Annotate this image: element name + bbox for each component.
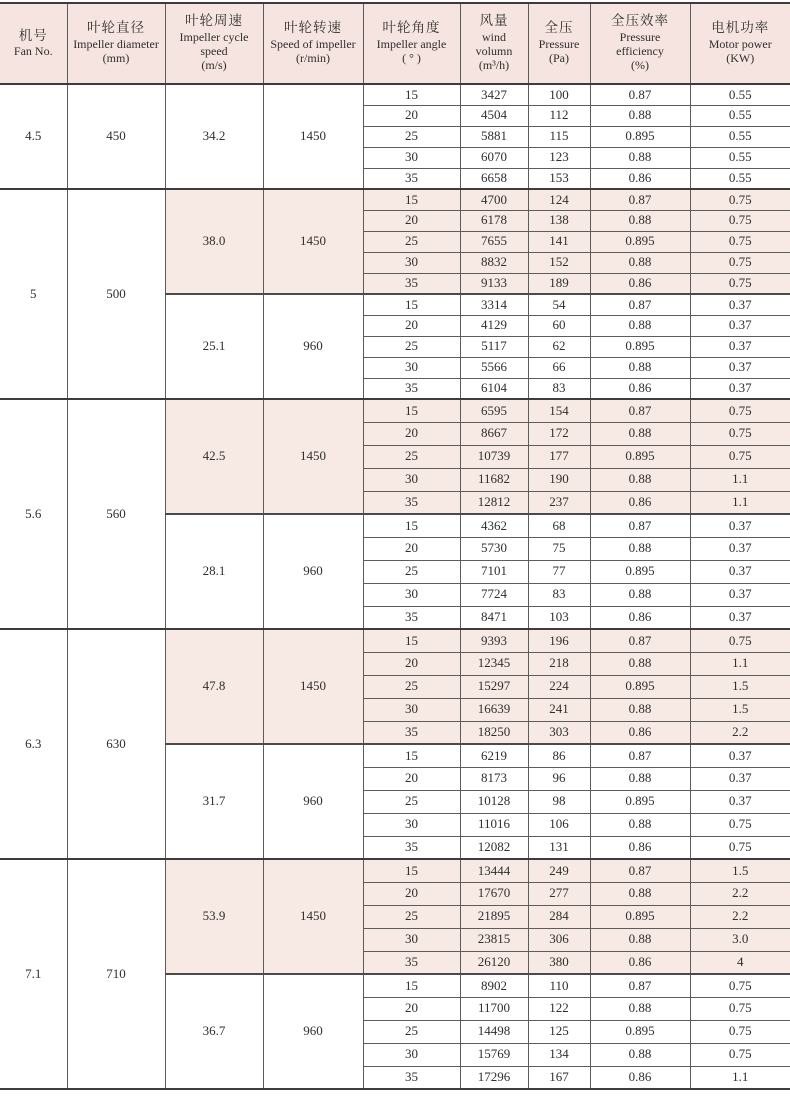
- angle-cell: 20: [363, 315, 460, 336]
- efficiency-cell: 0.86: [590, 721, 690, 744]
- wind-volume-cell: 4129: [460, 315, 528, 336]
- angle-cell: 30: [363, 468, 460, 491]
- motor-power-cell: 1.5: [690, 698, 790, 721]
- wind-volume-cell: 15297: [460, 675, 528, 698]
- motor-power-cell: 0.75: [690, 189, 790, 210]
- pressure-cell: 77: [528, 560, 590, 583]
- wind-volume-cell: 10128: [460, 790, 528, 813]
- efficiency-cell: 0.895: [590, 126, 690, 147]
- wind-volume-cell: 17670: [460, 882, 528, 905]
- angle-cell: 15: [363, 294, 460, 315]
- efficiency-cell: 0.88: [590, 813, 690, 836]
- efficiency-cell: 0.895: [590, 445, 690, 468]
- wind-volume-cell: 17296: [460, 1066, 528, 1089]
- wind-volume-cell: 8832: [460, 252, 528, 273]
- pressure-cell: 380: [528, 951, 590, 974]
- column-header-5: [363, 3, 460, 84]
- fan-no-cell: 5: [0, 189, 67, 399]
- angle-cell: 30: [363, 252, 460, 273]
- spec-row: [0, 84, 790, 105]
- wind-volume-cell: 5730: [460, 537, 528, 560]
- cycle-speed-cell: 38.0: [165, 189, 263, 294]
- efficiency-cell: 0.86: [590, 836, 690, 859]
- angle-cell: 35: [363, 168, 460, 189]
- header-en-label: Motor power: [708, 37, 772, 52]
- spec-table-body: [0, 84, 790, 1089]
- pressure-cell: 123: [528, 147, 590, 168]
- pressure-cell: 241: [528, 698, 590, 721]
- motor-power-cell: 1.1: [690, 1066, 790, 1089]
- angle-cell: 15: [363, 189, 460, 210]
- motor-power-cell: 2.2: [690, 721, 790, 744]
- cycle-speed-cell: 25.1: [165, 294, 263, 399]
- wind-volume-cell: 4504: [460, 105, 528, 126]
- motor-power-cell: 0.37: [690, 336, 790, 357]
- header-en-label: Impeller diameter: [73, 37, 159, 52]
- motor-power-cell: 1.1: [690, 491, 790, 514]
- angle-cell: 15: [363, 629, 460, 652]
- pressure-cell: 134: [528, 1043, 590, 1066]
- motor-power-cell: 0.75: [690, 1020, 790, 1043]
- angle-cell: 35: [363, 721, 460, 744]
- motor-power-cell: 0.37: [690, 294, 790, 315]
- rpm-cell: 960: [263, 514, 363, 629]
- pressure-cell: 237: [528, 491, 590, 514]
- pressure-cell: 86: [528, 744, 590, 767]
- pressure-cell: 100: [528, 84, 590, 105]
- motor-power-cell: 0.37: [690, 744, 790, 767]
- efficiency-cell: 0.88: [590, 210, 690, 231]
- wind-volume-cell: 7101: [460, 560, 528, 583]
- motor-power-cell: 0.75: [690, 997, 790, 1020]
- header-en-label: Impeller cycle speed: [179, 30, 249, 59]
- efficiency-cell: 0.88: [590, 997, 690, 1020]
- efficiency-cell: 0.87: [590, 514, 690, 537]
- pressure-cell: 153: [528, 168, 590, 189]
- angle-cell: 25: [363, 445, 460, 468]
- column-header-2: [67, 3, 165, 84]
- angle-cell: 20: [363, 210, 460, 231]
- efficiency-cell: 0.88: [590, 315, 690, 336]
- fan-no-cell: 5.6: [0, 399, 67, 629]
- pressure-cell: 68: [528, 514, 590, 537]
- efficiency-cell: 0.87: [590, 629, 690, 652]
- angle-cell: 25: [363, 905, 460, 928]
- wind-volume-cell: 4700: [460, 189, 528, 210]
- efficiency-cell: 0.88: [590, 252, 690, 273]
- header-zh-label: 机号: [18, 27, 48, 43]
- spec-row: [0, 629, 790, 652]
- pressure-cell: 62: [528, 336, 590, 357]
- pressure-cell: 110: [528, 974, 590, 997]
- pressure-cell: 115: [528, 126, 590, 147]
- cycle-speed-cell: 53.9: [165, 859, 263, 974]
- pressure-cell: 177: [528, 445, 590, 468]
- wind-volume-cell: 11682: [460, 468, 528, 491]
- motor-power-cell: 0.55: [690, 147, 790, 168]
- wind-volume-cell: 18250: [460, 721, 528, 744]
- header-zh-label: 叶轮周速: [185, 13, 243, 29]
- header-row: [0, 3, 790, 84]
- motor-power-cell: 0.75: [690, 273, 790, 294]
- cycle-speed-cell: 34.2: [165, 84, 263, 189]
- pressure-cell: 122: [528, 997, 590, 1020]
- wind-volume-cell: 8667: [460, 422, 528, 445]
- wind-volume-cell: 6070: [460, 147, 528, 168]
- wind-volume-cell: 8471: [460, 606, 528, 629]
- angle-cell: 30: [363, 357, 460, 378]
- angle-cell: 35: [363, 951, 460, 974]
- motor-power-cell: 0.75: [690, 445, 790, 468]
- header-zh-label: 叶轮直径: [87, 20, 145, 36]
- pressure-cell: 172: [528, 422, 590, 445]
- pressure-cell: 284: [528, 905, 590, 928]
- motor-power-cell: 0.37: [690, 767, 790, 790]
- angle-cell: 15: [363, 399, 460, 422]
- angle-cell: 20: [363, 997, 460, 1020]
- wind-volume-cell: 6178: [460, 210, 528, 231]
- efficiency-cell: 0.88: [590, 422, 690, 445]
- header-unit-label: (mm): [102, 51, 130, 66]
- header-zh-label: 叶轮转速: [284, 20, 342, 36]
- pressure-cell: 83: [528, 583, 590, 606]
- motor-power-cell: 1.1: [690, 652, 790, 675]
- wind-volume-cell: 5566: [460, 357, 528, 378]
- angle-cell: 30: [363, 813, 460, 836]
- angle-cell: 20: [363, 767, 460, 790]
- diameter-cell: 450: [67, 84, 165, 189]
- header-unit-label: (Pa): [549, 51, 569, 66]
- wind-volume-cell: 12082: [460, 836, 528, 859]
- wind-volume-cell: 10739: [460, 445, 528, 468]
- wind-volume-cell: 14498: [460, 1020, 528, 1043]
- wind-volume-cell: 9393: [460, 629, 528, 652]
- angle-cell: 15: [363, 744, 460, 767]
- header-zh-label: 全压效率: [611, 13, 669, 29]
- angle-cell: 30: [363, 698, 460, 721]
- efficiency-cell: 0.88: [590, 1043, 690, 1066]
- motor-power-cell: 1.5: [690, 859, 790, 882]
- diameter-cell: 710: [67, 859, 165, 1089]
- pressure-cell: 189: [528, 273, 590, 294]
- angle-cell: 20: [363, 882, 460, 905]
- wind-volume-cell: 4362: [460, 514, 528, 537]
- efficiency-cell: 0.88: [590, 105, 690, 126]
- motor-power-cell: 0.37: [690, 606, 790, 629]
- angle-cell: 15: [363, 514, 460, 537]
- motor-power-cell: 0.37: [690, 315, 790, 336]
- efficiency-cell: 0.895: [590, 1020, 690, 1043]
- motor-power-cell: 0.37: [690, 514, 790, 537]
- header-zh-label: 风量: [479, 13, 509, 29]
- efficiency-cell: 0.86: [590, 606, 690, 629]
- efficiency-cell: 0.88: [590, 928, 690, 951]
- motor-power-cell: 0.55: [690, 105, 790, 126]
- pressure-cell: 66: [528, 357, 590, 378]
- column-header-4: [263, 3, 363, 84]
- wind-volume-cell: 7655: [460, 231, 528, 252]
- pressure-cell: 196: [528, 629, 590, 652]
- header-zh-label: 电机功率: [711, 20, 770, 36]
- pressure-cell: 60: [528, 315, 590, 336]
- wind-volume-cell: 12345: [460, 652, 528, 675]
- wind-volume-cell: 5117: [460, 336, 528, 357]
- efficiency-cell: 0.87: [590, 974, 690, 997]
- efficiency-cell: 0.88: [590, 537, 690, 560]
- motor-power-cell: 0.75: [690, 252, 790, 273]
- spec-row: [0, 399, 790, 422]
- rpm-cell: 1450: [263, 399, 363, 514]
- wind-volume-cell: 8902: [460, 974, 528, 997]
- pressure-cell: 124: [528, 189, 590, 210]
- motor-power-cell: 0.75: [690, 974, 790, 997]
- header-unit-label: (m³/h): [478, 58, 510, 73]
- wind-volume-cell: 5881: [460, 126, 528, 147]
- header-en-label: Fan No.: [13, 44, 53, 59]
- motor-power-cell: 0.75: [690, 422, 790, 445]
- column-header-6: [460, 3, 528, 84]
- efficiency-cell: 0.88: [590, 468, 690, 491]
- motor-power-cell: 0.37: [690, 537, 790, 560]
- wind-volume-cell: 12812: [460, 491, 528, 514]
- efficiency-cell: 0.86: [590, 491, 690, 514]
- angle-cell: 30: [363, 583, 460, 606]
- pressure-cell: 249: [528, 859, 590, 882]
- pressure-cell: 303: [528, 721, 590, 744]
- header-en-label: Pressure efficiency: [616, 30, 664, 59]
- header-unit-label: (r/min): [296, 51, 330, 66]
- efficiency-cell: 0.895: [590, 231, 690, 252]
- efficiency-cell: 0.88: [590, 583, 690, 606]
- angle-cell: 20: [363, 105, 460, 126]
- pressure-cell: 131: [528, 836, 590, 859]
- rpm-cell: 960: [263, 744, 363, 859]
- angle-cell: 30: [363, 928, 460, 951]
- motor-power-cell: 0.37: [690, 378, 790, 399]
- rpm-cell: 1450: [263, 629, 363, 744]
- angle-cell: 25: [363, 560, 460, 583]
- pressure-cell: 138: [528, 210, 590, 231]
- cycle-speed-cell: 47.8: [165, 629, 263, 744]
- efficiency-cell: 0.895: [590, 790, 690, 813]
- motor-power-cell: 0.75: [690, 836, 790, 859]
- spec-row: [0, 859, 790, 882]
- rpm-cell: 960: [263, 294, 363, 399]
- efficiency-cell: 0.88: [590, 767, 690, 790]
- header-en-label: Speed of impeller: [270, 37, 356, 52]
- efficiency-cell: 0.87: [590, 399, 690, 422]
- motor-power-cell: 0.37: [690, 790, 790, 813]
- header-unit-label: (m/s): [201, 58, 227, 73]
- motor-power-cell: 0.55: [690, 126, 790, 147]
- motor-power-cell: 0.37: [690, 560, 790, 583]
- wind-volume-cell: 13444: [460, 859, 528, 882]
- pressure-cell: 125: [528, 1020, 590, 1043]
- wind-volume-cell: 23815: [460, 928, 528, 951]
- efficiency-cell: 0.87: [590, 84, 690, 105]
- cycle-speed-cell: 36.7: [165, 974, 263, 1089]
- wind-volume-cell: 21895: [460, 905, 528, 928]
- header-en-label: wind volumn: [475, 30, 513, 59]
- fan-no-cell: 4.5: [0, 84, 67, 189]
- angle-cell: 35: [363, 606, 460, 629]
- catalog-page: [0, 2, 790, 1108]
- efficiency-cell: 0.895: [590, 675, 690, 698]
- motor-power-cell: 0.55: [690, 168, 790, 189]
- efficiency-cell: 0.86: [590, 951, 690, 974]
- motor-power-cell: 2.2: [690, 882, 790, 905]
- wind-volume-cell: 16639: [460, 698, 528, 721]
- wind-volume-cell: 6104: [460, 378, 528, 399]
- motor-power-cell: 3.0: [690, 928, 790, 951]
- efficiency-cell: 0.86: [590, 273, 690, 294]
- rpm-cell: 1450: [263, 189, 363, 294]
- motor-power-cell: 0.75: [690, 231, 790, 252]
- fan-spec-table: [0, 2, 790, 1090]
- motor-power-cell: 1.5: [690, 675, 790, 698]
- efficiency-cell: 0.86: [590, 1066, 690, 1089]
- efficiency-cell: 0.87: [590, 294, 690, 315]
- header-zh-label: 全压: [544, 20, 574, 36]
- angle-cell: 25: [363, 336, 460, 357]
- fan-no-cell: 6.3: [0, 629, 67, 859]
- efficiency-cell: 0.88: [590, 698, 690, 721]
- wind-volume-cell: 3427: [460, 84, 528, 105]
- rpm-cell: 1450: [263, 84, 363, 189]
- pressure-cell: 218: [528, 652, 590, 675]
- angle-cell: 25: [363, 1020, 460, 1043]
- header-unit-label: (KW): [726, 51, 755, 66]
- pressure-cell: 106: [528, 813, 590, 836]
- header-zh-label: 叶轮角度: [382, 20, 441, 36]
- pressure-cell: 141: [528, 231, 590, 252]
- wind-volume-cell: 8173: [460, 767, 528, 790]
- diameter-cell: 630: [67, 629, 165, 859]
- angle-cell: 30: [363, 147, 460, 168]
- motor-power-cell: 0.55: [690, 84, 790, 105]
- angle-cell: 35: [363, 836, 460, 859]
- efficiency-cell: 0.88: [590, 882, 690, 905]
- pressure-cell: 83: [528, 378, 590, 399]
- angle-cell: 20: [363, 537, 460, 560]
- header-unit-label: ( ° ): [402, 51, 421, 66]
- motor-power-cell: 0.75: [690, 813, 790, 836]
- motor-power-cell: 0.75: [690, 210, 790, 231]
- wind-volume-cell: 11700: [460, 997, 528, 1020]
- efficiency-cell: 0.88: [590, 652, 690, 675]
- wind-volume-cell: 11016: [460, 813, 528, 836]
- angle-cell: 25: [363, 790, 460, 813]
- pressure-cell: 277: [528, 882, 590, 905]
- pressure-cell: 306: [528, 928, 590, 951]
- pressure-cell: 75: [528, 537, 590, 560]
- angle-cell: 15: [363, 84, 460, 105]
- pressure-cell: 190: [528, 468, 590, 491]
- motor-power-cell: 1.1: [690, 468, 790, 491]
- spec-row: [0, 189, 790, 210]
- motor-power-cell: 0.75: [690, 1043, 790, 1066]
- motor-power-cell: 0.75: [690, 399, 790, 422]
- pressure-cell: 54: [528, 294, 590, 315]
- angle-cell: 25: [363, 126, 460, 147]
- header-en-label: Impeller angle: [376, 37, 447, 52]
- diameter-cell: 500: [67, 189, 165, 399]
- efficiency-cell: 0.895: [590, 905, 690, 928]
- angle-cell: 30: [363, 1043, 460, 1066]
- column-header-7: [528, 3, 590, 84]
- wind-volume-cell: 6658: [460, 168, 528, 189]
- column-header-9: [690, 3, 790, 84]
- cycle-speed-cell: 28.1: [165, 514, 263, 629]
- efficiency-cell: 0.87: [590, 744, 690, 767]
- angle-cell: 35: [363, 378, 460, 399]
- efficiency-cell: 0.86: [590, 168, 690, 189]
- column-header-3: [165, 3, 263, 84]
- efficiency-cell: 0.87: [590, 859, 690, 882]
- wind-volume-cell: 3314: [460, 294, 528, 315]
- angle-cell: 35: [363, 273, 460, 294]
- efficiency-cell: 0.895: [590, 560, 690, 583]
- angle-cell: 25: [363, 675, 460, 698]
- angle-cell: 15: [363, 859, 460, 882]
- pressure-cell: 167: [528, 1066, 590, 1089]
- diameter-cell: 560: [67, 399, 165, 629]
- pressure-cell: 103: [528, 606, 590, 629]
- wind-volume-cell: 6595: [460, 399, 528, 422]
- angle-cell: 35: [363, 1066, 460, 1089]
- cycle-speed-cell: 42.5: [165, 399, 263, 514]
- rpm-cell: 1450: [263, 859, 363, 974]
- efficiency-cell: 0.87: [590, 189, 690, 210]
- efficiency-cell: 0.88: [590, 147, 690, 168]
- pressure-cell: 98: [528, 790, 590, 813]
- angle-cell: 20: [363, 652, 460, 675]
- cycle-speed-cell: 31.7: [165, 744, 263, 859]
- efficiency-cell: 0.86: [590, 378, 690, 399]
- pressure-cell: 224: [528, 675, 590, 698]
- rpm-cell: 960: [263, 974, 363, 1089]
- pressure-cell: 152: [528, 252, 590, 273]
- wind-volume-cell: 6219: [460, 744, 528, 767]
- efficiency-cell: 0.895: [590, 336, 690, 357]
- efficiency-cell: 0.88: [590, 357, 690, 378]
- motor-power-cell: 0.37: [690, 357, 790, 378]
- motor-power-cell: 2.2: [690, 905, 790, 928]
- motor-power-cell: 0.37: [690, 583, 790, 606]
- wind-volume-cell: 26120: [460, 951, 528, 974]
- pressure-cell: 96: [528, 767, 590, 790]
- angle-cell: 20: [363, 422, 460, 445]
- wind-volume-cell: 9133: [460, 273, 528, 294]
- pressure-cell: 112: [528, 105, 590, 126]
- wind-volume-cell: 15769: [460, 1043, 528, 1066]
- motor-power-cell: 4: [690, 951, 790, 974]
- motor-power-cell: 0.75: [690, 629, 790, 652]
- fan-no-cell: 7.1: [0, 859, 67, 1089]
- column-header-1: [0, 3, 67, 84]
- table-header: [0, 3, 790, 84]
- angle-cell: 25: [363, 231, 460, 252]
- angle-cell: 35: [363, 491, 460, 514]
- wind-volume-cell: 7724: [460, 583, 528, 606]
- header-unit-label: (%): [631, 58, 649, 73]
- pressure-cell: 154: [528, 399, 590, 422]
- header-en-label: Pressure: [538, 37, 580, 52]
- angle-cell: 15: [363, 974, 460, 997]
- column-header-8: [590, 3, 690, 84]
